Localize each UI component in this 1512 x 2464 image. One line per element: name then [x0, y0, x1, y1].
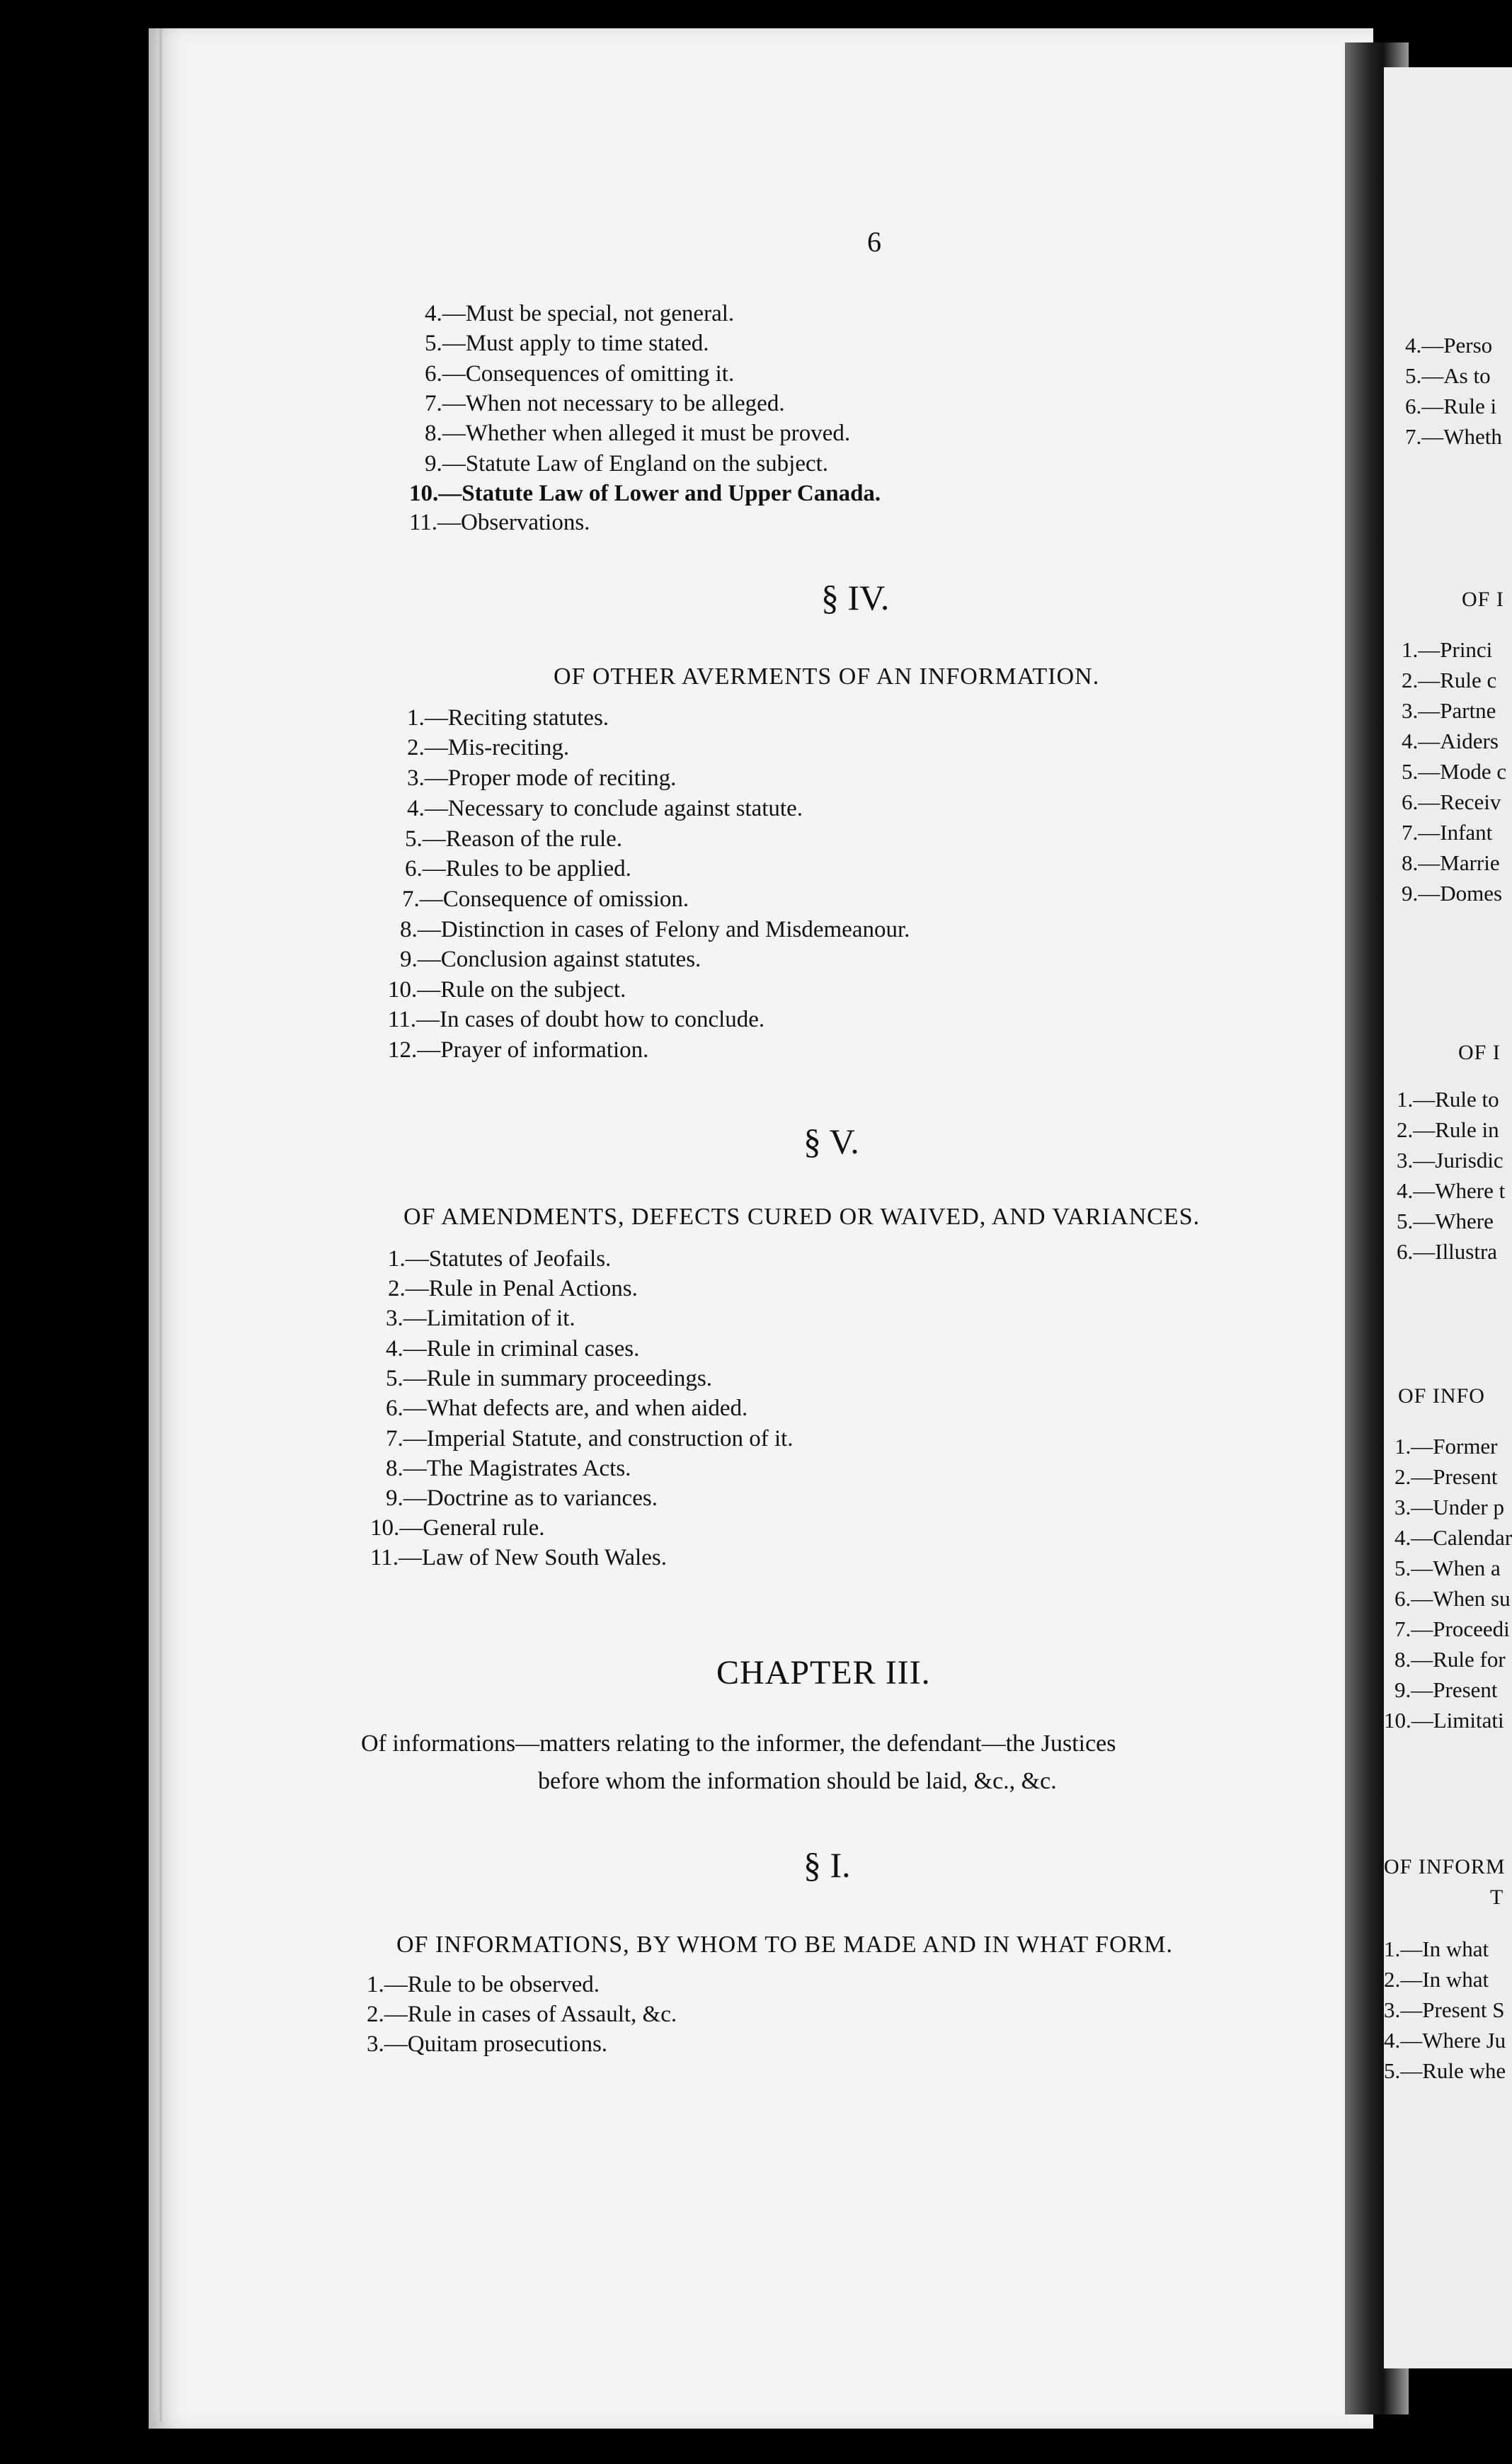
list-item: 3.—Present S	[1384, 1997, 1505, 2022]
list-item: 2.—Rule c	[1402, 668, 1497, 692]
list-item: 6.—Consequences of omitting it.	[425, 361, 735, 387]
right-page-cropped	[1384, 67, 1512, 2368]
list-item: 1.—Rule to	[1397, 1087, 1499, 1112]
list-item: 6.—When su	[1394, 1586, 1511, 1611]
list-item: 9.—Present	[1394, 1677, 1498, 1702]
list-item: 1.—Statutes of Jeofails.	[388, 1246, 612, 1272]
list-item: 1.—Rule to be observed.	[367, 1972, 600, 1997]
section-symbol-v: § V.	[803, 1122, 859, 1161]
list-item: 5.—Reason of the rule.	[405, 826, 623, 852]
chapter-intro-line: Of informations—matters relating to the informer, the defendant—the Justices	[361, 1730, 1116, 1757]
heading-fragment: T	[1490, 1886, 1504, 1909]
list-item: 2.—Mis-reciting.	[407, 735, 570, 760]
list-item: 5.—Mode c	[1402, 759, 1507, 784]
list-item: 4.—Perso	[1405, 333, 1493, 358]
list-item: 7.—Imperial Statute, and construction of it.	[386, 1426, 794, 1451]
list-item: 12.—Prayer of information.	[388, 1037, 649, 1063]
list-item: 11.—In cases of doubt how to conclude.	[388, 1007, 765, 1032]
list-item: 8.—Marrie	[1402, 850, 1500, 875]
list-item: 4.—Necessary to conclude against statute.	[407, 796, 803, 821]
list-item: 4.—Where Ju	[1384, 2028, 1506, 2053]
list-item: 1.—Princi	[1402, 637, 1493, 662]
list-item: 7.—Infant	[1402, 820, 1493, 845]
section-iv-title: OF OTHER AVERMENTS OF AN INFORMATION.	[554, 663, 1100, 690]
list-item: 3.—Quitam prosecutions.	[367, 2031, 608, 2057]
page-number: 6	[867, 226, 881, 258]
heading-fragment: OF INFORM	[1384, 1855, 1506, 1878]
list-item: 5.—Rule whe	[1384, 2058, 1506, 2083]
list-item: 10.—Rule on the subject.	[388, 977, 626, 1003]
list-item: 5.—As to	[1405, 363, 1491, 388]
chapter-heading: CHAPTER III.	[716, 1654, 931, 1692]
heading-fragment: OF I	[1462, 588, 1504, 611]
list-item: 7.—Wheth	[1405, 424, 1502, 449]
section-symbol-i: § I.	[803, 1845, 851, 1885]
list-item: 8.—Whether when alleged it must be proved.	[425, 421, 851, 446]
list-item: 8.—Distinction in cases of Felony and Misdemeanour.	[400, 917, 910, 942]
list-item: 11.—Law of New South Wales.	[370, 1545, 667, 1570]
list-item: 4.—Rule in criminal cases.	[386, 1336, 640, 1362]
list-item: 2.—In what	[1384, 1967, 1489, 1992]
list-item: 2.—Present	[1394, 1464, 1498, 1489]
list-item: 5.—When a	[1394, 1556, 1501, 1580]
section-symbol-iv: § IV.	[821, 578, 890, 617]
list-item: 9.—Statute Law of England on the subject.	[425, 451, 829, 477]
list-item: 3.—Partne	[1402, 698, 1496, 723]
list-item: 5.—Rule in summary proceedings.	[386, 1366, 713, 1391]
list-item: 7.—Consequence of omission.	[402, 886, 689, 912]
section-v-title: OF AMENDMENTS, DEFECTS CURED OR WAIVED, AND VARIANCES.	[403, 1204, 1201, 1230]
list-item: 1.—In what	[1384, 1937, 1489, 1961]
list-item: 11.—Observations.	[409, 510, 590, 535]
list-item: 6.—Illustra	[1397, 1239, 1498, 1264]
list-item: 1.—Former	[1394, 1434, 1498, 1459]
list-item: 10.—Limitati	[1384, 1708, 1504, 1733]
list-item: 3.—Proper mode of reciting.	[407, 765, 677, 791]
heading-fragment: OF INFO	[1398, 1384, 1485, 1408]
list-item: 9.—Domes	[1402, 881, 1503, 906]
list-item: 10.—General rule.	[370, 1515, 545, 1541]
list-item: 10.—Statute Law of Lower and Upper Canada.	[409, 481, 881, 506]
list-item: 3.—Under p	[1394, 1495, 1504, 1519]
list-item: 6.—What defects are, and when aided.	[386, 1396, 748, 1421]
list-item: 5.—Where	[1397, 1209, 1494, 1233]
list-item: 4.—Where t	[1397, 1178, 1506, 1203]
list-item: 2.—Rule in	[1397, 1117, 1499, 1142]
list-item: 3.—Jurisdic	[1397, 1148, 1504, 1173]
list-item: 8.—The Magistrates Acts.	[386, 1456, 631, 1481]
list-item: 7.—Proceedi	[1394, 1616, 1510, 1641]
chapter-intro-line: before whom the information should be laid, &c., &c.	[538, 1768, 1057, 1794]
list-item: 3.—Limitation of it.	[386, 1306, 575, 1331]
list-item: 2.—Rule in Penal Actions.	[388, 1276, 638, 1301]
section-i-title: OF INFORMATIONS, BY WHOM TO BE MADE AND IN WHAT FORM.	[396, 1932, 1174, 1958]
list-item: 9.—Doctrine as to variances.	[386, 1485, 658, 1511]
list-item: 7.—When not necessary to be alleged.	[425, 391, 785, 416]
list-item: 4.—Must be special, not general.	[425, 301, 735, 326]
heading-fragment: OF I	[1458, 1041, 1501, 1064]
list-item: 2.—Rule in cases of Assault, &c.	[367, 2002, 677, 2027]
list-item: 6.—Receiv	[1402, 789, 1501, 814]
list-item: 9.—Conclusion against statutes.	[400, 947, 701, 972]
list-item: 8.—Rule for	[1394, 1647, 1506, 1672]
list-item: 4.—Calendar	[1394, 1525, 1512, 1550]
list-item: 4.—Aiders	[1402, 729, 1499, 753]
list-item: 6.—Rule i	[1405, 394, 1497, 418]
list-item: 5.—Must apply to time stated.	[425, 331, 709, 356]
list-item: 1.—Reciting statutes.	[407, 705, 609, 731]
page-edge	[159, 28, 162, 2422]
list-item: 6.—Rules to be applied.	[405, 856, 631, 882]
